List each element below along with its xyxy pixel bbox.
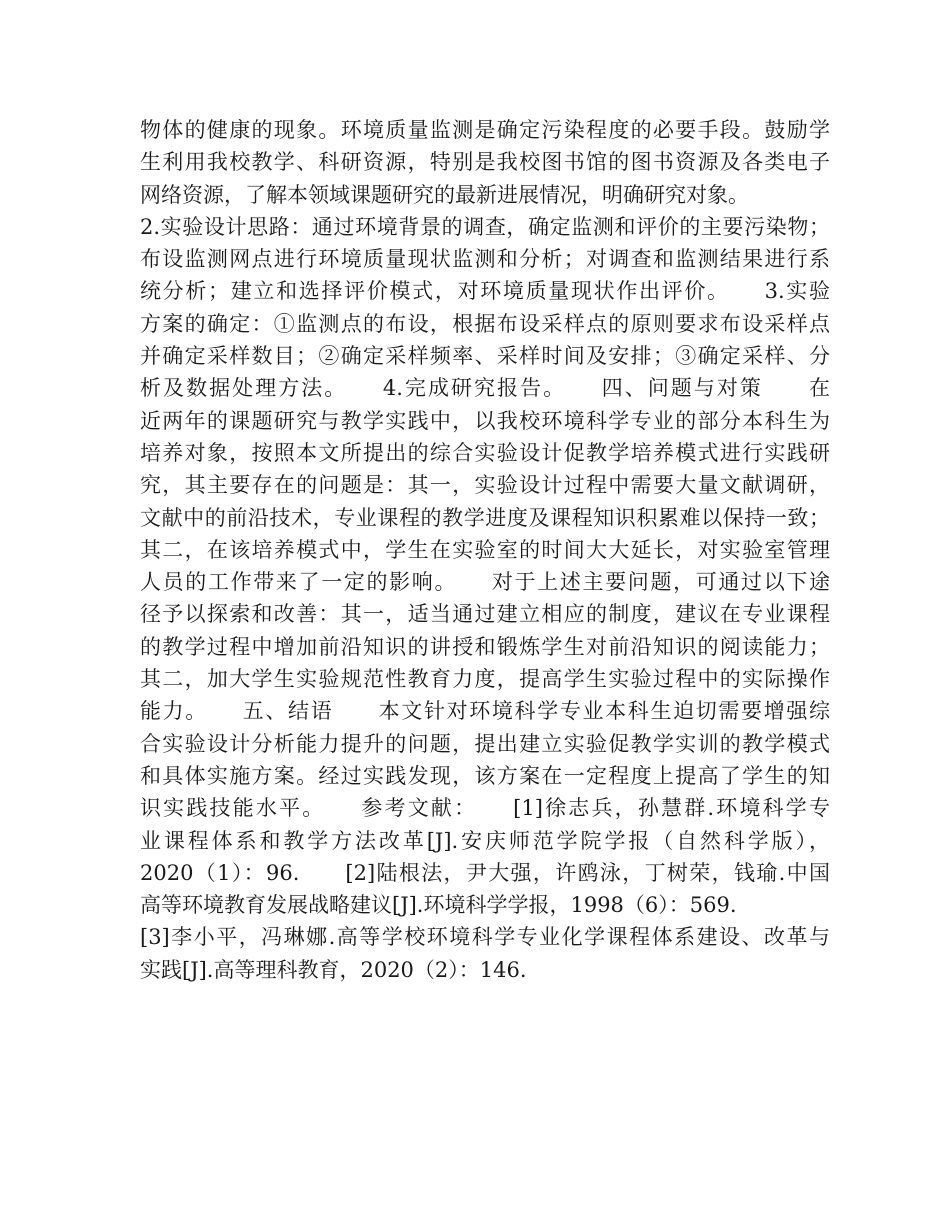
text-line: 培养对象，按照本文所提出的综合实验设计促教学培养模式进行实践研 [140,440,830,465]
text-line: 的教学过程中增加前沿知识的讲授和锻炼学生对前沿知识的阅读能力； [140,634,830,659]
text-line: 高等环境教育发展战略建议[J].环境科学学报，1998（6）：569. [140,893,737,918]
text-line: 和具体实施方案。经过实践发现，该方案在一定程度上提高了学生的知 [140,763,830,788]
body-text [140,114,830,986]
text-line: 文献中的前沿技术，专业课程的教学进度及课程知识积累难以保持一致； [140,505,830,530]
text-line: 物体的健康的现象。环境质量监测是确定污染程度的必要手段。鼓励学 [140,118,830,142]
text-line: 析及数据处理方法。 4.完成研究报告。 四、问题与对策 在 [140,376,830,401]
text-line: 业课程体系和教学方法改革[J].安庆师范学院学报（自然科学版）， [140,828,830,853]
text-line: 生利用我校教学、科研资源，特别是我校图书馆的图书资源及各类电子 [140,150,830,175]
text-line: 能力。 五、结语 本文针对环境科学专业本科生迫切需要增强综 [140,699,830,724]
text-line: 布设监测网点进行环境质量现状监测和分析；对调查和监测结果进行系 [140,247,830,272]
text-line: [3]李小平，冯琳娜.高等学校环境科学专业化学课程体系建设、改革与 [140,925,830,950]
text-line: 2020（1）：96. [2]陆根法，尹大强，许鸥泳，丁树荣，钱瑜.中国 [140,860,830,885]
text-line: 究，其主要存在的问题是：其一，实验设计过程中需要大量文献调研， [140,473,830,498]
text-line: 径予以探索和改善：其一，适当通过建立相应的制度，建议在专业课程 [140,602,830,627]
text-line: 近两年的课题研究与教学实践中，以我校环境科学专业的部分本科生为 [140,408,830,433]
text-line: 网络资源，了解本领域课题研究的最新进展情况，明确研究对象。 [140,182,749,207]
text-line: 统分析；建立和选择评价模式，对环境质量现状作出评价。 3.实验 [140,279,830,304]
text-line: 其二，加大学生实验规范性教育力度，提高学生实验过程中的实际操作 [140,667,830,692]
text-line: 合实验设计分析能力提升的问题，提出建立实验促教学实训的教学模式 [140,731,830,756]
text-line: 并确定采样数目；②确定采样频率、采样时间及安排；③确定采样、分 [140,344,830,369]
text-line: 人员的工作带来了一定的影响。 对于上述主要问题，可通过以下途 [140,570,830,595]
text-line: 其二，在该培养模式中，学生在实验室的时间大大延长，对实验室管理 [140,537,830,562]
text-line: 识实践技能水平。 参考文献： [1]徐志兵，孙慧群.环境科学专 [140,796,830,821]
text-line: 2.实验设计思路：通过环境背景的调查，确定监测和评价的主要污染物； [140,214,830,239]
text-line: 方案的确定：①监测点的布设，根据布设采样点的原则要求布设采样点 [140,311,830,336]
text-line: 实践[J].高等理科教育，2020（2）：146. [140,957,527,982]
